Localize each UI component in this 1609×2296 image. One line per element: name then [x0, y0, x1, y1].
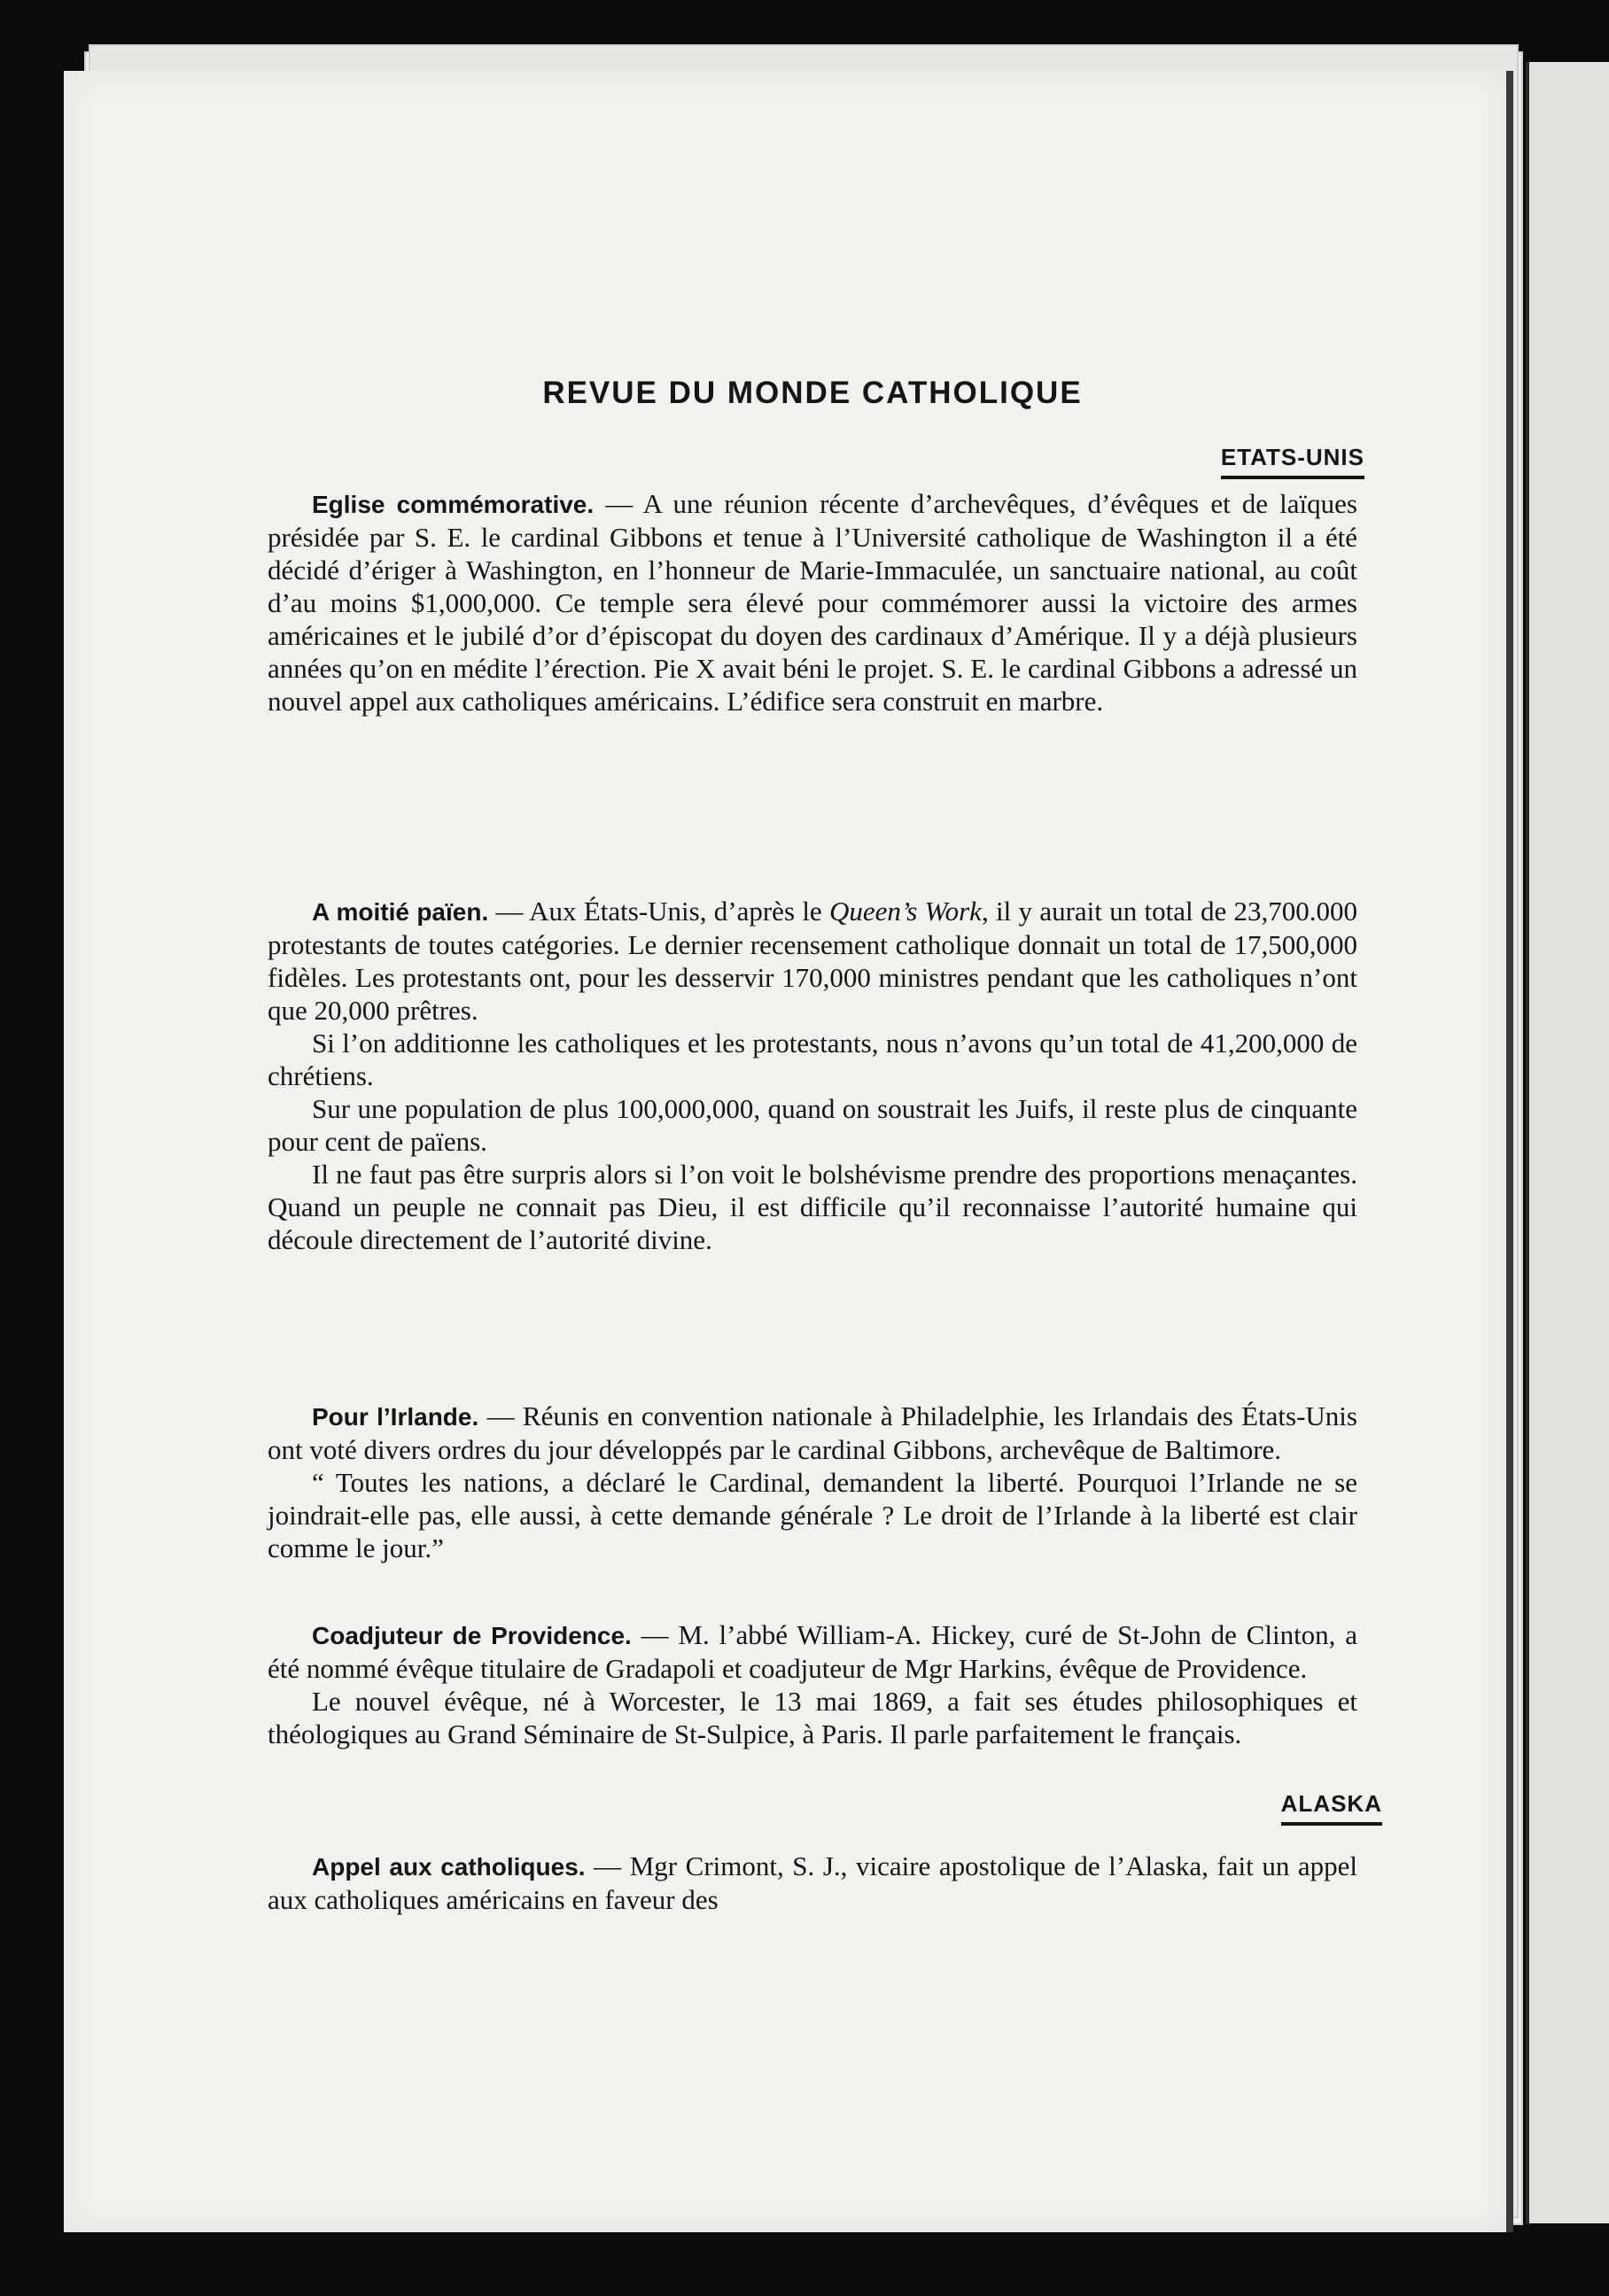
article-paragraph [268, 1618, 1357, 1685]
article-text: — M. l’abbé William-A. Hickey, curé de St-John de Clinton, a été nommé évêque titulaire de Gradapoli et coadjuteur de Mgr Harkins, évêque de Providence. [268, 1619, 1357, 1684]
article-paragraph: Le nouvel évêque, né à Worcester, le 13 mai 1869, a fait ses études philosophiques et théologiques au Grand Séminaire de St-Sulpice, à Paris. Il parle parfaitement le français. [268, 1686, 1357, 1749]
article-paragraph [268, 895, 1357, 1027]
article-a-moitie-paien [268, 895, 1357, 1256]
article-text: — A une réunion récente d’archevêques, d’évêques et de laïques présidée par S. E. le cardinal Gibbons et tenue à l’Université catholique de Washington il a été décidé d’ériger à Washington, en l’honneur de Marie-Immaculée, un sanctuaire national, au coût d’au moins $1,000,000. Ce temple sera élevé pour commémorer aussi la victoire des armes américaines et le jubilé d’or d’épiscopat du doyen des cardinaux d’Amérique. Il y a déjà plusieurs années qu’on en médite l’érection. Pie X avait béni le projet. S. E. le cardinal Gibbons a adressé un nouvel appel aux catholiques américains. L’édifice sera construit en marbre. [268, 488, 1357, 717]
article-paragraph [268, 487, 1357, 718]
document-page [64, 71, 1513, 2232]
article-text: — Réunis en convention nationale à Philadelphie, les Irlandais des États-Unis ont voté divers ordres du jour développés par le cardinal Gibbons, archevêque de Baltimore. [268, 1400, 1357, 1465]
article-appel-aux-catholiques [268, 1850, 1357, 1916]
article-text: — Mgr Crimont, S. J., vicaire apostolique de l’Alaska, fait un appel aux catholiques américains en faveur des [268, 1850, 1358, 1915]
publication-title: Queen’s Work [829, 896, 982, 927]
article-heading: Coadjuteur de Providence. [312, 1622, 632, 1649]
article-heading: Eglise commémorative. [312, 491, 595, 518]
article-paragraph [268, 1400, 1357, 1466]
article-pour-l-irlande [268, 1400, 1357, 1564]
article-paragraph: Si l’on additionne les catholiques et les protestants, nous n’avons qu’un total de 41,200,000 de chrétiens. [268, 1028, 1357, 1091]
article-paragraph: “ Toutes les nations, a déclaré le Cardinal, demandent la liberté. Pourquoi l’Irlande ne se joindrait-elle pas, elle aussi, à cette demande générale ? Le droit de l’Irlande à la liberté est clair comme le jour.” [268, 1467, 1357, 1563]
article-paragraph: Il ne faut pas être surpris alors si l’on voit le bolshévisme prendre des proportions menaçantes. Quand un peuple ne connait pas Dieu, il est difficile qu’il reconnaisse l’autorité humaine qui découle directement de l’autorité divine. [268, 1159, 1357, 1255]
article-text: — Aux États-Unis, d’après le [495, 896, 822, 927]
article-heading: Appel aux catholiques. [312, 1853, 586, 1881]
region-heading-etats-unis: ETATS-UNIS [1221, 441, 1364, 479]
article-text: , il y aurait un total de 23,700.000 protestants de toutes catégories. Le dernier recensement catholique donnait un total de 17,500,000 fidèles. Les protestants ont, pour les desservir 170,000 ministres pendant que les catholiques n’ont que 20,000 prêtres. [268, 896, 1358, 1026]
article-heading: Pour l’Irlande. [312, 1403, 479, 1431]
article-paragraph [268, 1850, 1357, 1916]
article-paragraph: Sur une population de plus 100,000,000, quand on soustrait les Juifs, il reste plus de cinquante pour cent de païens. [268, 1093, 1357, 1157]
adjacent-page [1526, 62, 1609, 2223]
region-heading-alaska: ALASKA [1281, 1788, 1382, 1826]
article-heading: A moitié païen. [312, 898, 489, 926]
article-coadjuteur-de-providence [268, 1618, 1357, 1750]
journal-title: REVUE DU MONDE CATHOLIQUE [542, 376, 1083, 410]
article-eglise-commemorative [268, 487, 1357, 718]
